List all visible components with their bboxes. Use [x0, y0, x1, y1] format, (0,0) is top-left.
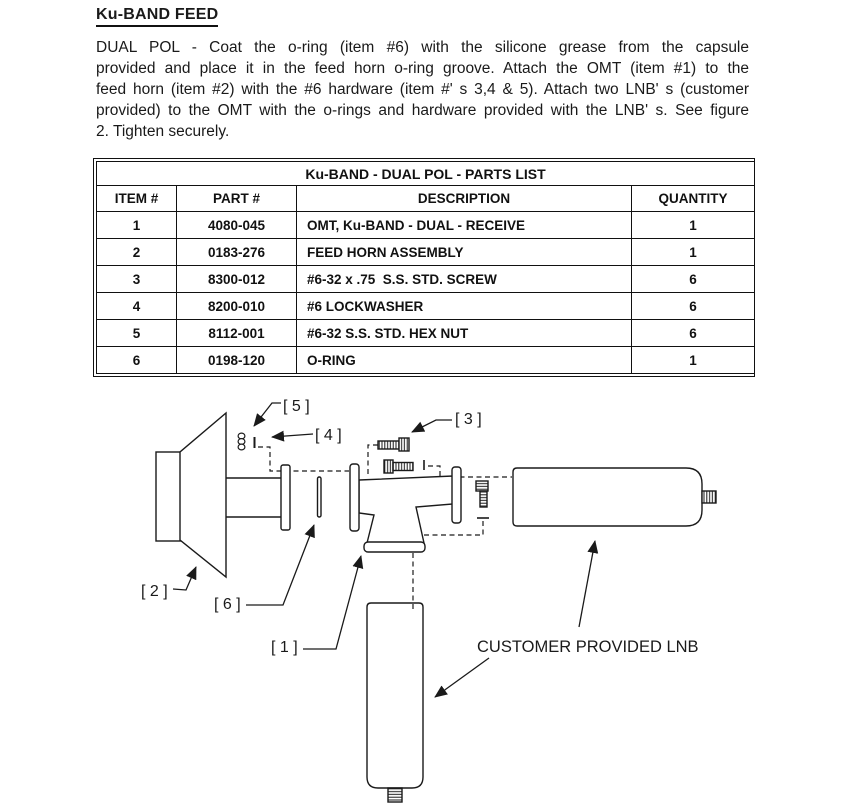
part-number-cell: 8300-012 — [177, 266, 297, 293]
description-cell: #6-32 S.S. STD. HEX NUT — [297, 320, 632, 347]
feed-horn-bell — [180, 413, 226, 577]
description-cell: FEED HORN ASSEMBLY — [297, 239, 632, 266]
feed-horn-drawing — [156, 413, 290, 577]
feed-horn-back-block — [156, 452, 181, 541]
paragraph-line: provided) to the OMT with the o-rings and hardware provided with the LNB' s. See figure — [96, 102, 749, 119]
item-number-cell: 4 — [97, 293, 177, 320]
quantity-cell: 6 — [632, 320, 755, 347]
table-title: Ku-BAND - DUAL POL - PARTS LIST — [97, 162, 755, 186]
column-header-part: PART # — [177, 186, 297, 212]
callout-label-item4: [ 4 ] — [315, 427, 342, 444]
callout-label-item3: [ 3 ] — [455, 411, 482, 428]
screw-vertical-head — [476, 481, 488, 491]
callout-line-item5 — [254, 403, 281, 426]
screw-top-drawing — [378, 438, 409, 451]
table-row — [97, 239, 755, 266]
screw-middle-drawing — [384, 460, 413, 473]
page-title: Ku-BAND FEED — [96, 6, 218, 27]
callout-line-item1 — [303, 556, 361, 649]
screw-top-head — [399, 438, 409, 451]
part-number-cell: 0198-120 — [177, 347, 297, 374]
axis-dash-screw-top — [368, 445, 378, 476]
table-row — [97, 320, 755, 347]
screw-vertical-drawing — [476, 481, 488, 507]
callout-line-item3 — [412, 420, 452, 432]
omt-right-flange — [452, 467, 461, 523]
item-number-cell: 2 — [97, 239, 177, 266]
lnb-note-arrow-up — [579, 541, 595, 627]
lnb-note-label: CUSTOMER PROVIDED LNB — [477, 638, 699, 656]
part-number-cell: 4080-045 — [177, 212, 297, 239]
part-number-cell: 8112-001 — [177, 320, 297, 347]
hex-nut-drawing — [238, 433, 245, 450]
callout-line-item2 — [173, 567, 196, 590]
paragraph-line: feed horn (item #2) with the #6 hardware (item #' s 3,4 & 5). Attach two LNB' s (customer — [96, 81, 749, 98]
column-header-quantity: QUANTITY — [632, 186, 755, 212]
omt-base-flange — [364, 542, 425, 552]
lnb-vertical-body — [367, 603, 423, 788]
item-number-cell: 5 — [97, 320, 177, 347]
part-number-cell: 8200-010 — [177, 293, 297, 320]
item-number-cell: 1 — [97, 212, 177, 239]
quantity-cell: 1 — [632, 212, 755, 239]
axis-dash-screw-vertical — [420, 521, 483, 535]
item-number-cell: 6 — [97, 347, 177, 374]
screw-middle-shank — [393, 463, 413, 471]
quantity-cell: 1 — [632, 347, 755, 374]
o-ring-drawing — [318, 477, 322, 517]
axis-dash-to-right-lnb — [428, 466, 512, 477]
instruction-paragraph — [96, 37, 749, 142]
feed-horn-flange — [281, 465, 290, 530]
omt-body — [359, 476, 453, 543]
table-row — [97, 266, 755, 293]
lnb-vertical-connector — [388, 788, 402, 802]
callout-label-item2: [ 2 ] — [141, 583, 168, 600]
part-number-cell: 0183-276 — [177, 239, 297, 266]
parts-list-table — [93, 158, 755, 377]
column-header-item: ITEM # — [97, 186, 177, 212]
item-number-cell: 3 — [97, 266, 177, 293]
paragraph-line: 2. Tighten securely. — [96, 123, 230, 140]
exploded-assembly-diagram — [0, 390, 844, 812]
quantity-cell: 6 — [632, 266, 755, 293]
screw-middle-head — [384, 460, 393, 473]
description-cell: OMT, Ku-BAND - DUAL - RECEIVE — [297, 212, 632, 239]
paragraph-line: DUAL POL - Coat the o-ring (item #6) with the silicone grease from the capsule — [96, 39, 749, 56]
description-cell: #6 LOCKWASHER — [297, 293, 632, 320]
omt-drawing — [350, 464, 461, 552]
table-header-row — [97, 186, 755, 212]
lnb-note-arrow-down — [435, 658, 489, 697]
lnb-horizontal-connector — [702, 491, 716, 503]
description-cell: #6-32 x .75 S.S. STD. SCREW — [297, 266, 632, 293]
omt-left-flange — [350, 464, 359, 531]
callout-line-item4 — [272, 434, 313, 437]
callout-label-item1: [ 1 ] — [271, 639, 298, 656]
lnb-vertical-drawing — [367, 603, 423, 802]
paragraph-line: provided and place it in the feed horn o-ring groove. Attach the OMT (item #1) to the — [96, 60, 749, 77]
column-header-description: DESCRIPTION — [297, 186, 632, 212]
quantity-cell: 6 — [632, 293, 755, 320]
screw-vertical-shank — [480, 491, 487, 507]
quantity-cell: 1 — [632, 239, 755, 266]
lnb-horizontal-drawing — [513, 468, 716, 526]
callout-label-item6: [ 6 ] — [214, 596, 241, 613]
screw-top-shank — [378, 441, 400, 449]
table-title-row — [97, 162, 755, 186]
table-row — [97, 212, 755, 239]
callout-line-item6 — [246, 525, 314, 605]
callout-label-item5: [ 5 ] — [283, 398, 310, 415]
table-row — [97, 347, 755, 374]
axis-dash-hardware-left — [258, 447, 349, 471]
description-cell: O-RING — [297, 347, 632, 374]
table-row — [97, 293, 755, 320]
lnb-horizontal-body — [513, 468, 702, 526]
